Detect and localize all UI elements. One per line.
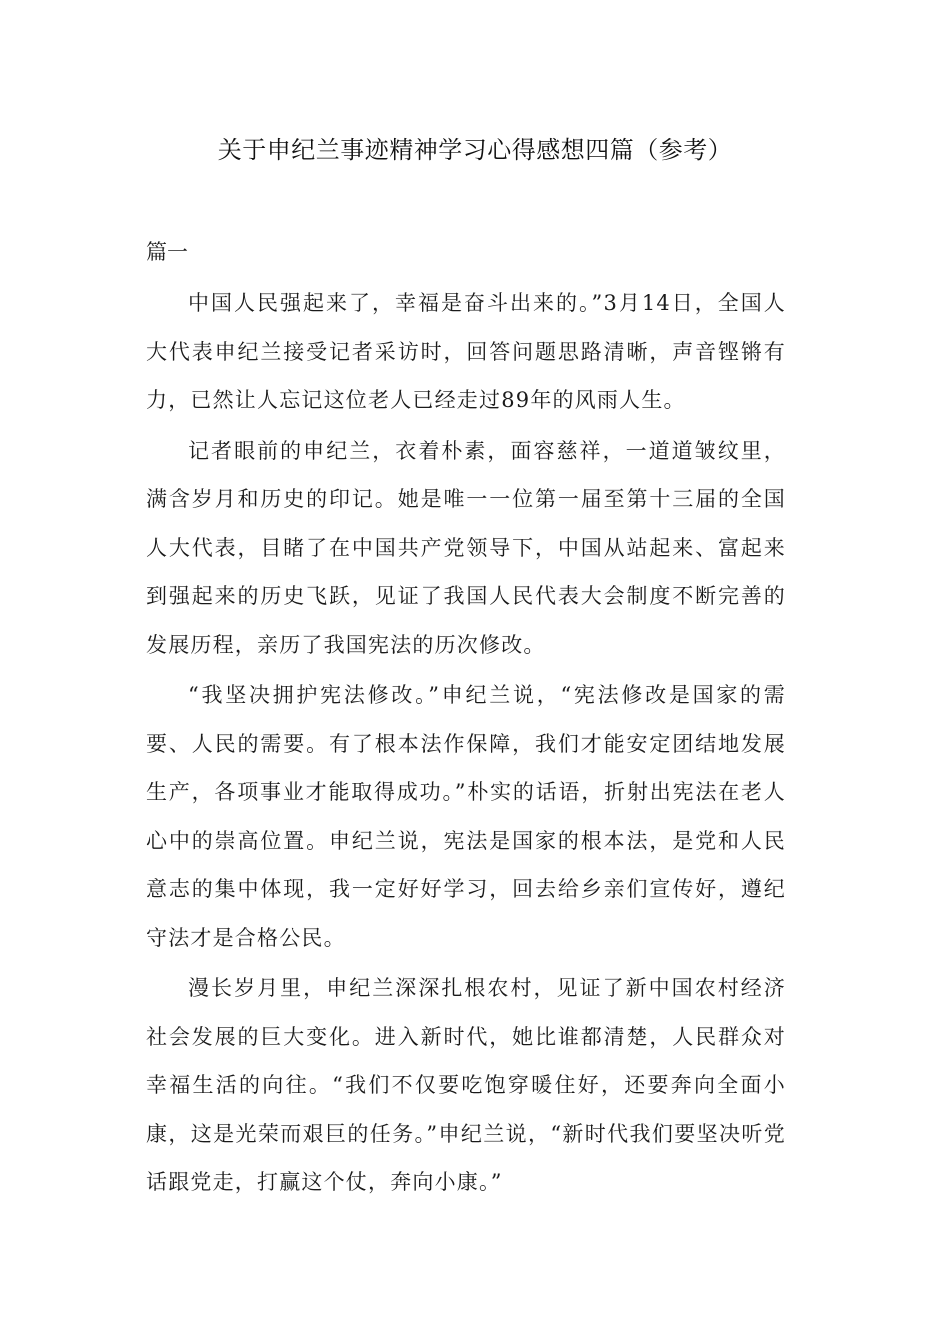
document-title: 关于申纪兰事迹精神学习心得感想四篇（参考） xyxy=(217,136,733,164)
paragraph-3: “我坚决拥护宪法修改。”申纪兰说，“宪法修改是国家的需要、人民的需要。有了根本法作保障，我们才能安定团结地发展生产，各项事业才能取得成功。”朴实的话语，折射出宪法在老人心中的崇高位置。申纪兰说，宪法是国家的根本法，是党和人民意志的集中体现，我一定好好学习，回去给乡亲们宣传好，遵纪守法才是合格公民。 xyxy=(146,683,786,950)
document-body xyxy=(146,228,786,1209)
section-label: 篇一 xyxy=(146,240,188,264)
paragraph-4: 漫长岁月里，申纪兰深深扎根农村，见证了新中国农村经济社会发展的巨大变化。进入新时代，她比谁都清楚，人民群众对幸福生活的向往。“我们不仅要吃饱穿暖住好，还要奔向全面小康，这是光荣而艰巨的任务。”申纪兰说，“新时代我们要坚决听党话跟党走，打赢这个仗，奔向小康。” xyxy=(146,976,786,1194)
paragraph-1: 中国人民强起来了，幸福是奋斗出来的。”3月14日，全国人大代表申纪兰接受记者采访时，回答问题思路清晰，声音铿锵有力，已然让人忘记这位老人已经走过89年的风雨人生。 xyxy=(146,291,786,412)
paragraph-2: 记者眼前的申纪兰，衣着朴素，面容慈祥，一道道皱纹里，满含岁月和历史的印记。她是唯一一位第一届至第十三届的全国人大代表，目睹了在中国共产党领导下，中国从站起来、富起来到强起来的历史飞跃，见证了我国人民代表大会制度不断完善的发展历程，亲历了我国宪法的历次修改。 xyxy=(146,438,786,657)
